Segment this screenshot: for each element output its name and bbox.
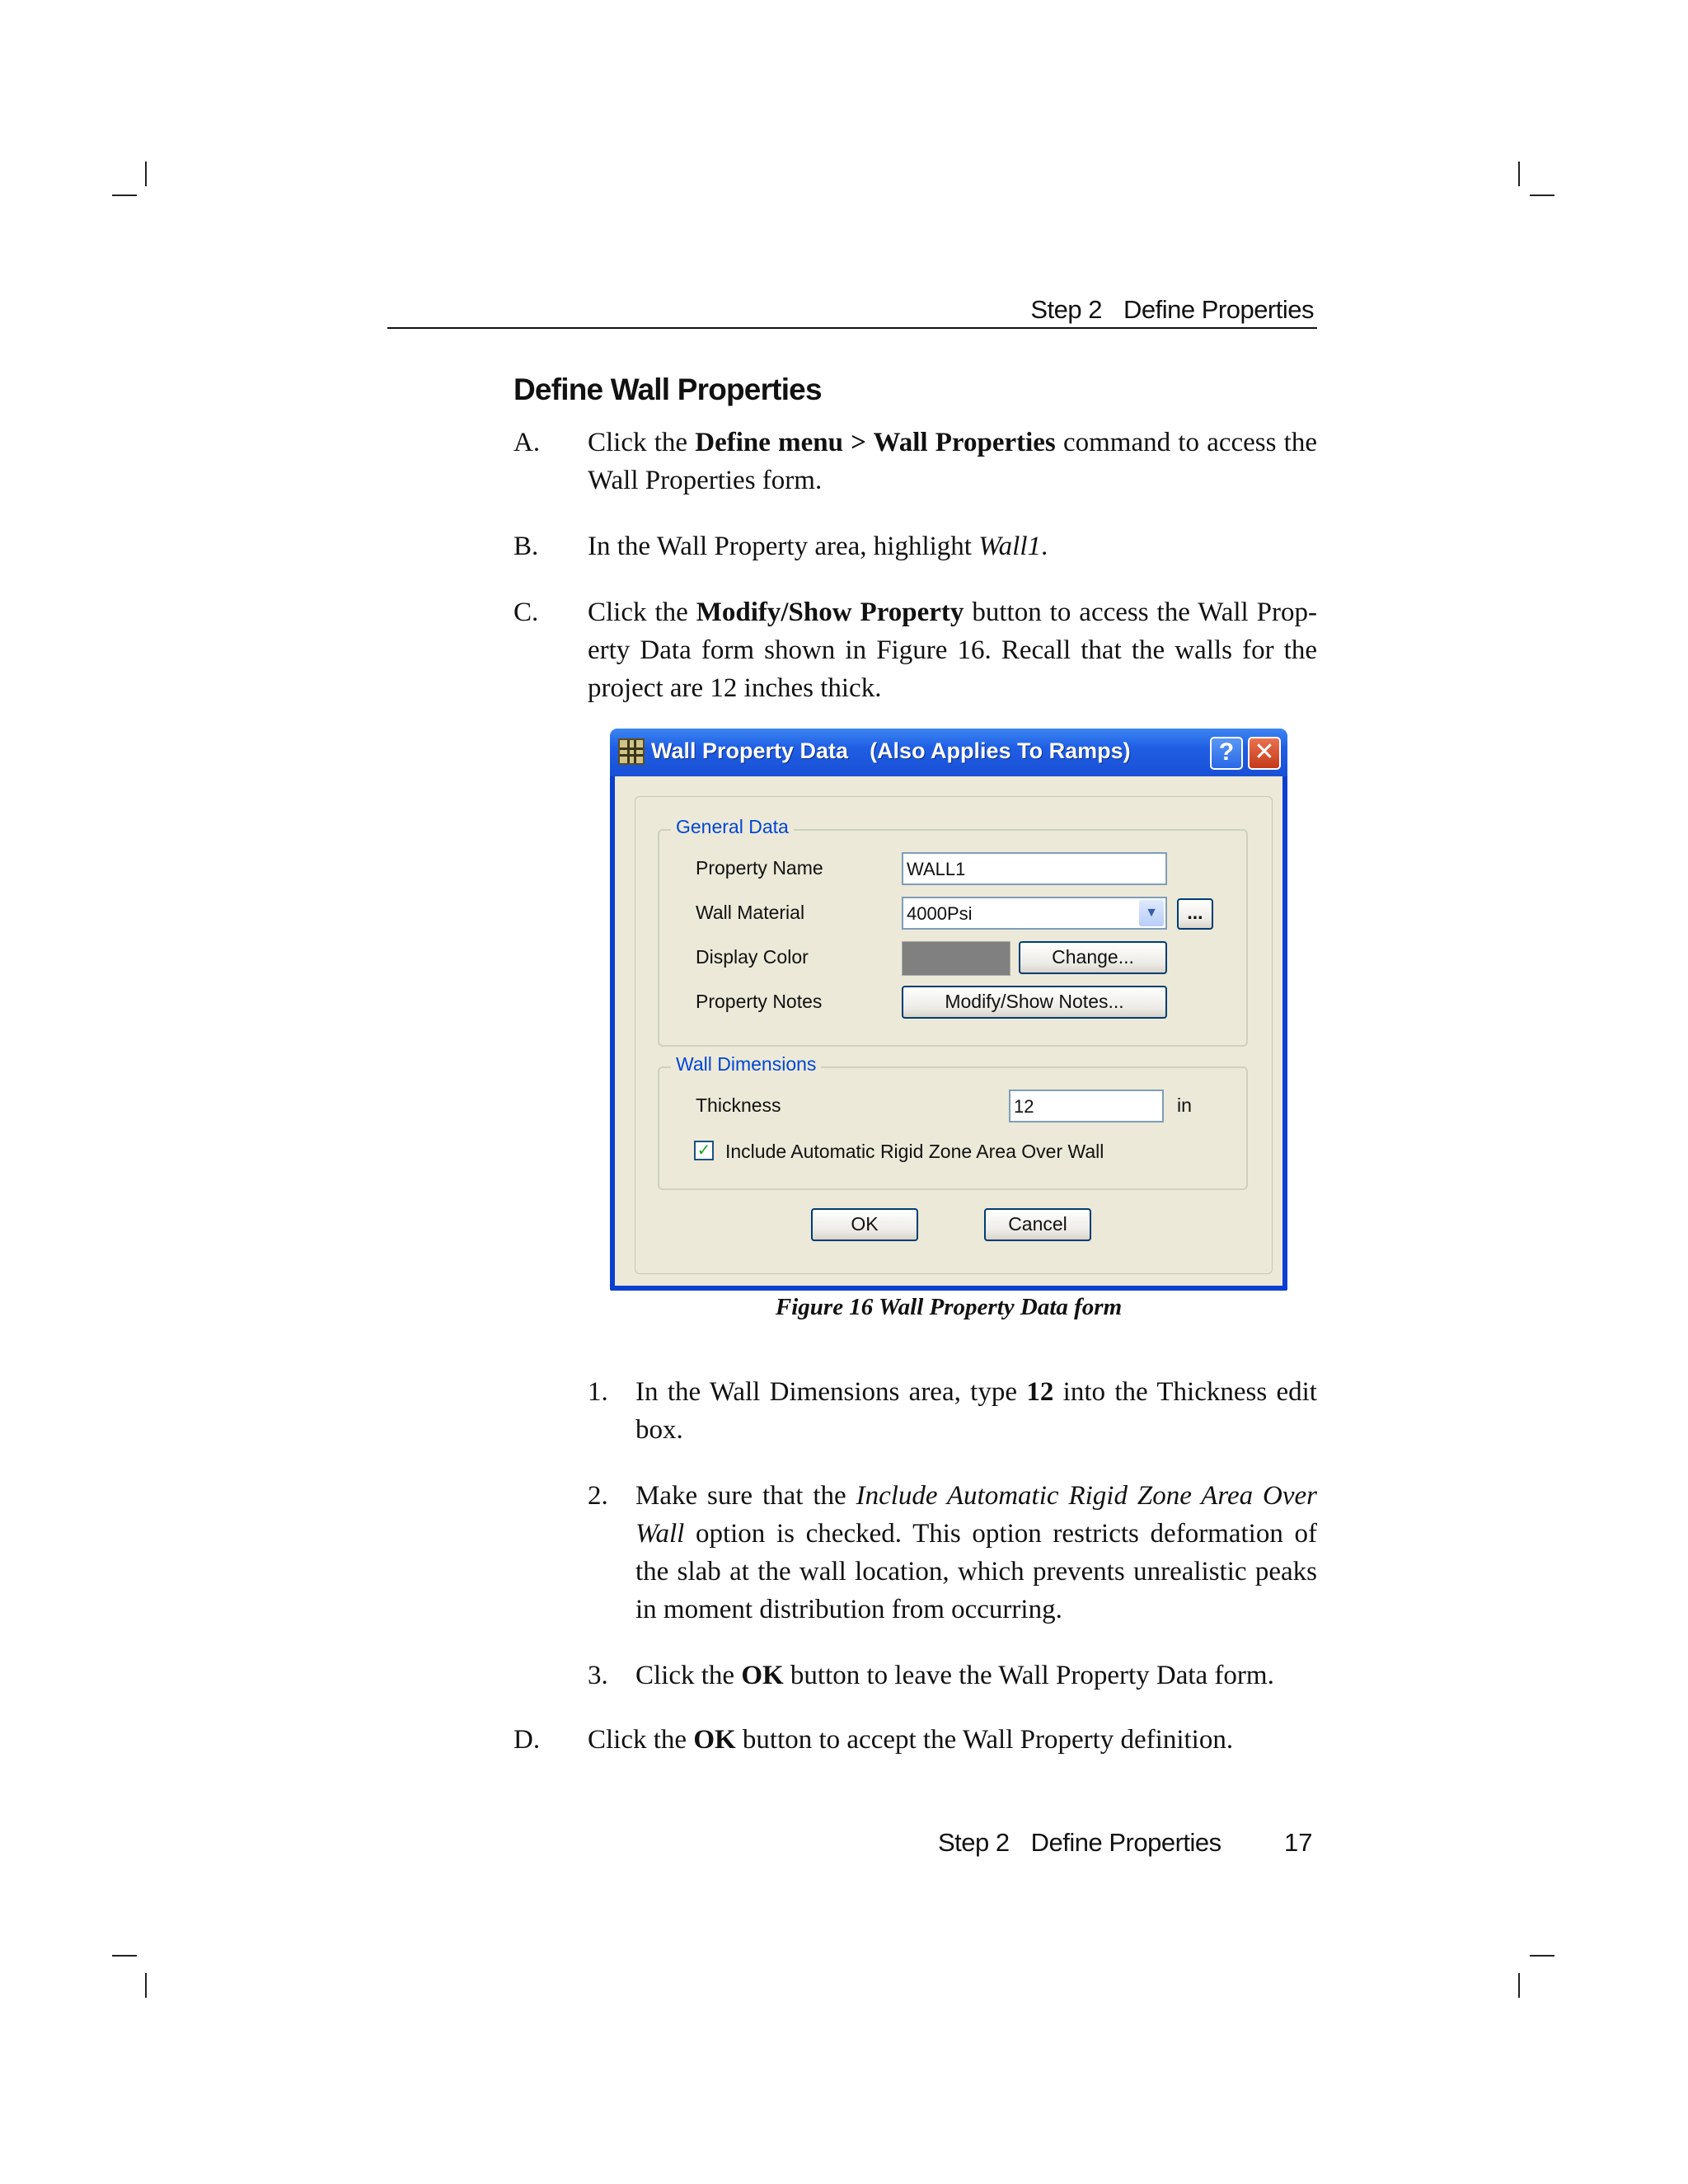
step-label: D. [513, 1725, 541, 1755]
wall-dimensions-group [658, 1053, 1248, 1190]
substep-text [635, 1477, 1317, 1629]
step-text [588, 527, 1317, 565]
close-x-icon[interactable]: ✕ [1248, 737, 1281, 770]
running-header [387, 295, 1314, 325]
cancel-button[interactable]: Cancel [984, 1208, 1091, 1241]
text-run: option is checked. This option restricts deformation of the slab at the wall location, which prevents unrealistic peaks in moment distribution from occurring. [635, 1519, 1317, 1624]
header-title: Define Properties [1123, 295, 1314, 324]
text-italic: Wall1 [978, 532, 1041, 561]
page-number: 17 [1284, 1828, 1313, 1857]
group-legend: General Data [671, 816, 794, 838]
text-bold: Define menu > Wall Properties [695, 428, 1056, 457]
group-legend: Wall Dimensions [671, 1053, 821, 1076]
wall-material-value: 4000Psi [907, 903, 973, 924]
dialog-title [651, 738, 1131, 764]
material-ellipsis-button[interactable]: ... [1177, 898, 1213, 930]
crop-mark [112, 194, 137, 196]
substep-label: 3. [588, 1661, 608, 1690]
section-title: Define Wall Properties [513, 373, 822, 406]
text-run: into the Thickness edit box. [635, 1377, 1317, 1445]
dialog-title-suffix: (Also Applies To Ramps) [870, 738, 1131, 763]
wall-material-label: Wall Material [696, 902, 805, 923]
thickness-label: Thickness [696, 1094, 781, 1116]
text-run: Click the [588, 428, 696, 457]
step-label: B. [513, 532, 539, 561]
modify-show-notes-button[interactable]: Modify/Show Notes... [902, 986, 1167, 1019]
substep-text [635, 1373, 1317, 1449]
text-run: In the Wall Property area, highlight [588, 532, 979, 561]
property-name-input[interactable]: WALL1 [902, 852, 1167, 885]
text-run: button to leave the Wall Property Data form. [783, 1661, 1274, 1690]
substep-text [635, 1657, 1317, 1694]
text-run: command to access the Wall Properties form. [588, 428, 1317, 495]
text-run: Make sure that the [635, 1481, 856, 1511]
wall-material-select[interactable] [902, 897, 1167, 930]
question-mark-icon[interactable]: ? [1210, 737, 1243, 770]
chevron-down-icon[interactable]: ▼ [1139, 900, 1164, 926]
crop-mark [1518, 162, 1520, 186]
text-italic: Include Automatic Rigid Zone Area Over Wall [635, 1481, 1317, 1549]
change-color-button[interactable]: Change... [1019, 941, 1167, 974]
grid-app-icon [618, 738, 645, 765]
text-run: button to accept the Wall Property definition. [735, 1725, 1234, 1755]
crop-mark [145, 162, 147, 186]
step-text [588, 1721, 1317, 1759]
rigid-zone-label[interactable]: Include Automatic Rigid Zone Area Over Wall [725, 1141, 1104, 1162]
property-notes-label: Property Notes [696, 991, 823, 1012]
text-run: . [1041, 532, 1048, 561]
footer-step: Step 2 [938, 1828, 1010, 1857]
figure-caption: Figure 16 Wall Property Data form [775, 1294, 1123, 1320]
thickness-unit: in [1177, 1094, 1192, 1116]
text-bold: OK [693, 1725, 736, 1755]
text-bold: 12 [1026, 1377, 1054, 1407]
crop-mark [1530, 194, 1554, 196]
dialog-client-area [615, 776, 1282, 1286]
crop-mark [112, 1955, 137, 1957]
property-name-label: Property Name [696, 857, 823, 879]
header-step: Step 2 [1030, 295, 1102, 324]
footer-title: Define Properties [1030, 1828, 1221, 1857]
display-color-label: Display Color [696, 946, 809, 968]
crop-mark [145, 1973, 147, 1998]
dialog-title-text: Wall Property Data [651, 738, 849, 763]
header-rule [387, 327, 1317, 329]
thickness-input[interactable]: 12 [1009, 1090, 1164, 1122]
running-footer [938, 1828, 1221, 1858]
general-data-group [658, 816, 1248, 1047]
text-run: button to access the Wall Prop-erty Data form shown in Figure 16. Recall that the walls for the project are 12 inches thick. [588, 598, 1317, 703]
step-text [588, 593, 1317, 707]
wall-property-data-dialog [610, 729, 1287, 1291]
rigid-zone-checkbox[interactable]: ✓ [694, 1141, 714, 1160]
substep-label: 1. [588, 1377, 608, 1407]
crop-mark [1530, 1955, 1554, 1957]
dialog-titlebar[interactable] [610, 729, 1287, 776]
step-label: C. [513, 598, 539, 627]
text-run: Click the [588, 598, 696, 627]
step-label: A. [513, 428, 541, 457]
text-run: Click the [635, 1661, 742, 1690]
step-text [588, 424, 1317, 499]
substep-label: 2. [588, 1481, 608, 1511]
display-color-swatch [902, 941, 1010, 976]
text-bold: Modify/Show Property [696, 598, 964, 627]
crop-mark [1518, 1973, 1520, 1998]
text-run: In the Wall Dimensions area, type [635, 1377, 1027, 1407]
text-run: Click the [588, 1725, 694, 1755]
ok-button[interactable]: OK [811, 1208, 918, 1241]
text-bold: OK [741, 1661, 784, 1690]
